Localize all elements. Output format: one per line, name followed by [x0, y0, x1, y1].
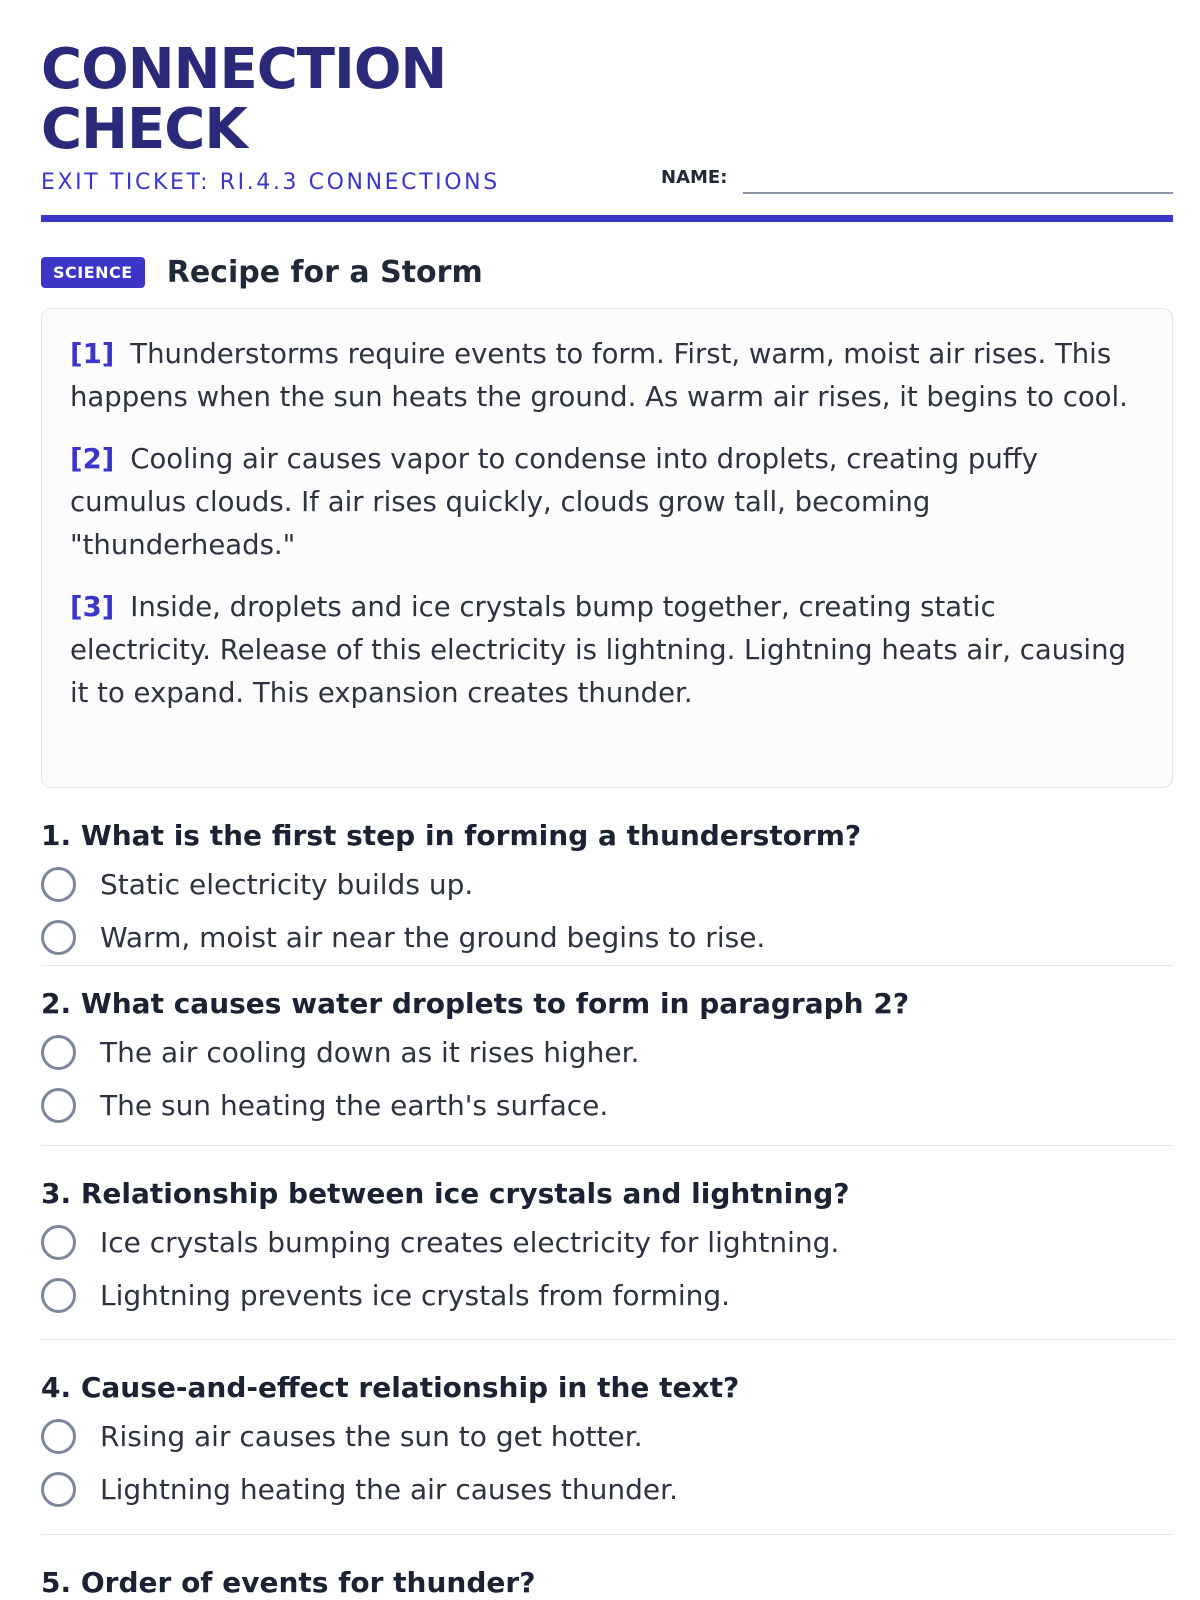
- answer-option[interactable]: [41, 1026, 1173, 1079]
- option-label[interactable]: Lightning prevents ice crystals from forming.: [100, 1279, 731, 1312]
- paragraph-text: Thunderstorms require events to form. First, warm, moist air rises. This happens when the sun heats the ground. As warm air rises, it begins to cool.: [70, 338, 1128, 413]
- name-field-line[interactable]: [743, 192, 1173, 194]
- question-3: [41, 1146, 1173, 1340]
- worksheet-page: [41, 0, 1173, 1600]
- answer-option[interactable]: [41, 858, 1173, 911]
- radio-button[interactable]: [41, 1035, 76, 1070]
- paragraph-number: [3]: [70, 591, 115, 623]
- answer-option[interactable]: [41, 1079, 1173, 1132]
- name-label: NAME:: [661, 167, 728, 188]
- radio-button[interactable]: [41, 1088, 76, 1123]
- question-text: 2. What causes water droplets to form in paragraph 2?: [41, 987, 910, 1020]
- subject-badge: SCIENCE: [41, 257, 145, 288]
- question-2: [41, 966, 1173, 1146]
- answer-option[interactable]: [41, 911, 1173, 964]
- paragraph-text: Cooling air causes vapor to condense into droplets, creating puffy cumulus clouds. If air rises quickly, clouds grow tall, becoming "thunderheads.": [70, 443, 1039, 561]
- answer-option[interactable]: [41, 1463, 1173, 1516]
- question-text: 5. Order of events for thunder?: [41, 1566, 536, 1599]
- option-label[interactable]: The air cooling down as it rises higher.: [100, 1036, 640, 1069]
- option-label[interactable]: Lightning heating the air causes thunder.: [100, 1473, 678, 1506]
- passage-paragraph: [70, 586, 1144, 715]
- option-label[interactable]: Warm, moist air near the ground begins to rise.: [100, 921, 766, 954]
- answer-option[interactable]: [41, 1410, 1173, 1463]
- radio-button[interactable]: [41, 1278, 76, 1313]
- paragraph-number: [2]: [70, 443, 115, 475]
- reading-passage: [41, 308, 1173, 788]
- paragraph-number: [1]: [70, 338, 115, 370]
- paragraph-text: Inside, droplets and ice crystals bump together, creating static electricity. Release of this electricity is lightning. Lightning heats air, causing it to expand. This expansion creates thunder.: [70, 591, 1126, 709]
- question-4: [41, 1340, 1173, 1535]
- question-list: [41, 808, 1173, 1600]
- radio-button[interactable]: [41, 867, 76, 902]
- article-title: Recipe for a Storm: [166, 254, 483, 290]
- option-label[interactable]: Rising air causes the sun to get hotter.: [100, 1420, 643, 1453]
- radio-button[interactable]: [41, 920, 76, 955]
- radio-button[interactable]: [41, 1472, 76, 1507]
- article-heading: [41, 252, 483, 292]
- question-text: 3. Relationship between ice crystals and lightning?: [41, 1177, 850, 1210]
- question-5: [41, 1535, 1173, 1600]
- question-1: [41, 808, 1173, 966]
- question-text: 4. Cause-and-effect relationship in the text?: [41, 1371, 740, 1404]
- option-label[interactable]: The sun heating the earth's surface.: [100, 1089, 609, 1122]
- option-label[interactable]: Ice crystals bumping creates electricity for lightning.: [100, 1226, 840, 1259]
- radio-button[interactable]: [41, 1225, 76, 1260]
- option-label[interactable]: Static electricity builds up.: [100, 868, 474, 901]
- page-title: CONNECTION CHECK: [41, 37, 447, 162]
- radio-button[interactable]: [41, 1419, 76, 1454]
- passage-paragraph: [70, 438, 1144, 567]
- question-text: 1. What is the first step in forming a thunderstorm?: [41, 819, 862, 852]
- page-subtitle: EXIT TICKET: RI.4.3 CONNECTIONS: [41, 170, 500, 195]
- answer-option[interactable]: [41, 1269, 1173, 1322]
- answer-option[interactable]: [41, 1216, 1173, 1269]
- passage-paragraph: [70, 333, 1144, 419]
- worksheet-header: [41, 0, 1173, 222]
